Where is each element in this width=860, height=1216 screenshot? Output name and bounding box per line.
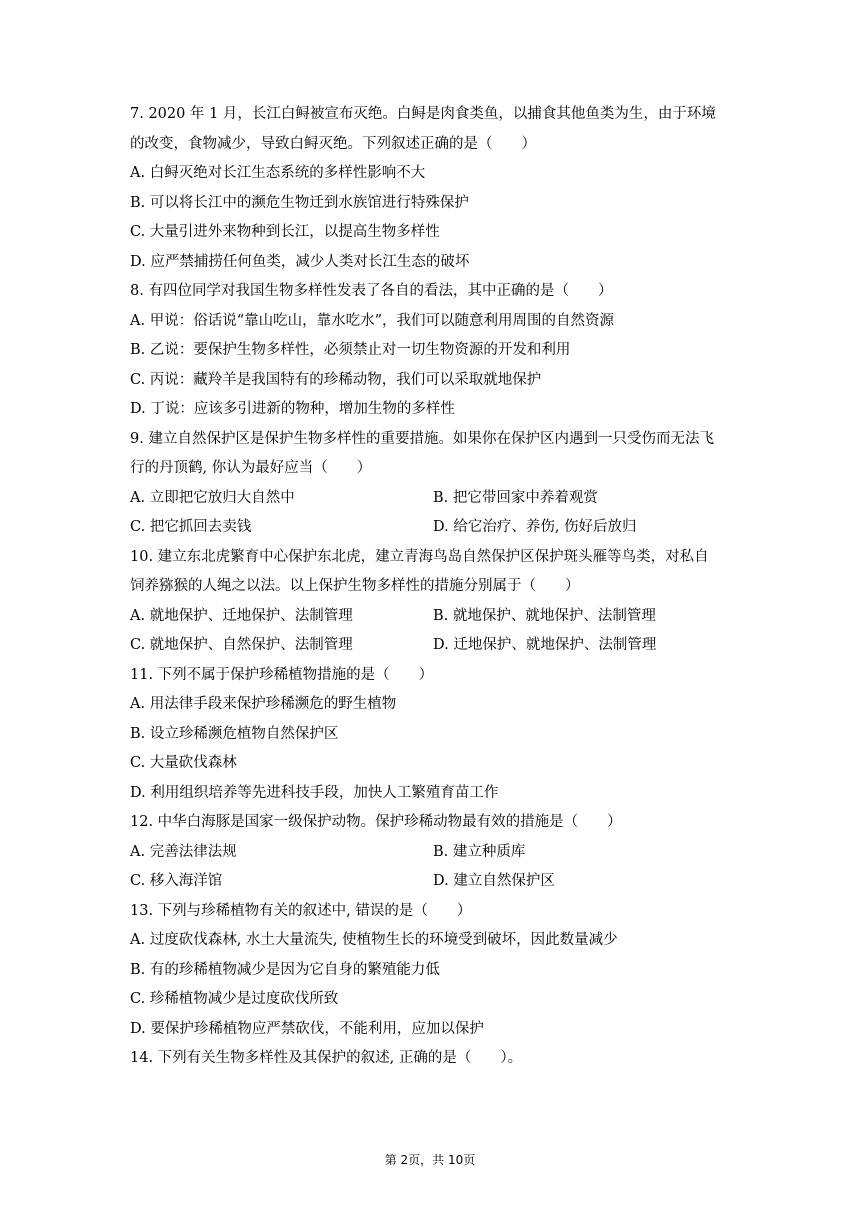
option-row — [130, 838, 750, 868]
question-12 — [130, 808, 750, 897]
question-9 — [130, 425, 750, 543]
question-7 — [130, 100, 750, 277]
page-number: 第 2页，共 10页 — [384, 1153, 476, 1167]
option-d: D. 要保护珍稀植物应严禁砍伐，不能利用，应加以保护 — [130, 1020, 484, 1037]
option-b: B. 建立种质库 — [433, 843, 526, 860]
option-b: B. 可以将长江中的濒危生物迁到水族馆进行特殊保护 — [130, 194, 469, 211]
option-a: A. 完善法律法规 — [130, 843, 237, 860]
option-row — [130, 602, 750, 632]
question-stem: 7. 2020 年 1 月，长江白鲟被宣布灭绝。白鲟是肉食类鱼，以捕食其他鱼类为生，由于环境 — [130, 106, 716, 122]
question-14 — [130, 1044, 750, 1074]
question-11 — [130, 661, 750, 809]
option-d: D. 建立自然保护区 — [433, 873, 555, 889]
option-c: C. 大量引进外来物种到长江，以提高生物多样性 — [130, 224, 440, 240]
option-a: A. 用法律手段来保护珍稀濒危的野生植物 — [130, 696, 397, 712]
option-a: A. 立即把它放归大自然中 — [130, 489, 295, 506]
option-d: D. 给它治疗、养伤, 伤好后放归 — [433, 519, 637, 535]
question-10 — [130, 543, 750, 661]
option-a: A. 甲说：俗话说“靠山吃山，靠水吃水”，我们可以随意利用周围的自然资源 — [130, 312, 615, 329]
option-d: D. 迁地保护、就地保护、法制管理 — [433, 637, 657, 653]
option-c: C. 就地保护、自然保护、法制管理 — [130, 637, 353, 653]
option-b: B. 设立珍稀濒危植物自然保护区 — [130, 725, 339, 742]
option-d: D. 利用组织培养等先进科技手段，加快人工繁殖育苗工作 — [130, 784, 499, 801]
option-a: A. 白鲟灭绝对长江生态系统的多样性影响不大 — [130, 165, 426, 181]
question-stem: 9. 建立自然保护区是保护生物多样性的重要措施。如果你在保护区内遇到一只受伤而无法飞 — [130, 430, 714, 447]
option-b: B. 乙说：要保护生物多样性，必须禁止对一切生物资源的开发和利用 — [130, 342, 571, 358]
question-stem: 8. 有四位同学对我国生物多样性发表了各自的看法，其中正确的是（ ） — [130, 283, 613, 299]
question-stem: 10. 建立东北虎繁育中心保护东北虎，建立青海鸟岛自然保护区保护斑头雁等鸟类，对私自 — [130, 548, 709, 565]
option-b: B. 就地保护、就地保护、法制管理 — [433, 607, 656, 624]
question-stem: 的改变，食物减少，导致白鲟灭绝。下列叙述正确的是（ ） — [130, 135, 536, 152]
question-stem: 行的丹顶鹤, 你认为最好应当（ ） — [130, 460, 372, 476]
question-8 — [130, 277, 750, 425]
question-stem: 11. 下列不属于保护珍稀植物措施的是（ ） — [130, 666, 434, 683]
option-c: C. 把它抓回去卖钱 — [130, 519, 252, 535]
option-b: B. 有的珍稀植物减少是因为它自身的繁殖能力低 — [130, 961, 440, 978]
option-c: C. 移入海洋馆 — [130, 873, 223, 889]
option-a: A. 过度砍伐森林, 水土大量流失, 使植物生长的环境受到破坏，因此数量减少 — [130, 932, 618, 948]
option-d: D. 应严禁捕捞任何鱼类，减少人类对长江生态的破坏 — [130, 253, 470, 270]
option-row — [130, 867, 750, 897]
question-stem: 饲养猕猴的人绳之以法。以上保护生物多样性的措施分别属于（ ） — [130, 578, 580, 594]
option-c: C. 丙说：藏羚羊是我国特有的珍稀动物，我们可以采取就地保护 — [130, 371, 542, 388]
question-list — [130, 100, 750, 1074]
option-row — [130, 631, 750, 661]
option-c: C. 大量砍伐森林 — [130, 755, 237, 771]
option-b: B. 把它带回家中养着观赏 — [433, 489, 598, 506]
option-a: A. 就地保护、迁地保护、法制管理 — [130, 607, 353, 624]
option-d: D. 丁说：应该多引进新的物种，增加生物的多样性 — [130, 401, 455, 417]
option-row — [130, 484, 750, 514]
option-c: C. 珍稀植物减少是过度砍伐所致 — [130, 991, 339, 1007]
question-stem: 14. 下列有关生物多样性及其保护的叙述, 正确的是（ ）。 — [130, 1050, 523, 1066]
question-13 — [130, 897, 750, 1045]
question-stem: 13. 下列与珍稀植物有关的叙述中, 错误的是（ ） — [130, 902, 472, 919]
question-stem: 12. 中华白海豚是国家一级保护动物。保护珍稀动物最有效的措施是（ ） — [130, 814, 622, 830]
option-row — [130, 513, 750, 543]
